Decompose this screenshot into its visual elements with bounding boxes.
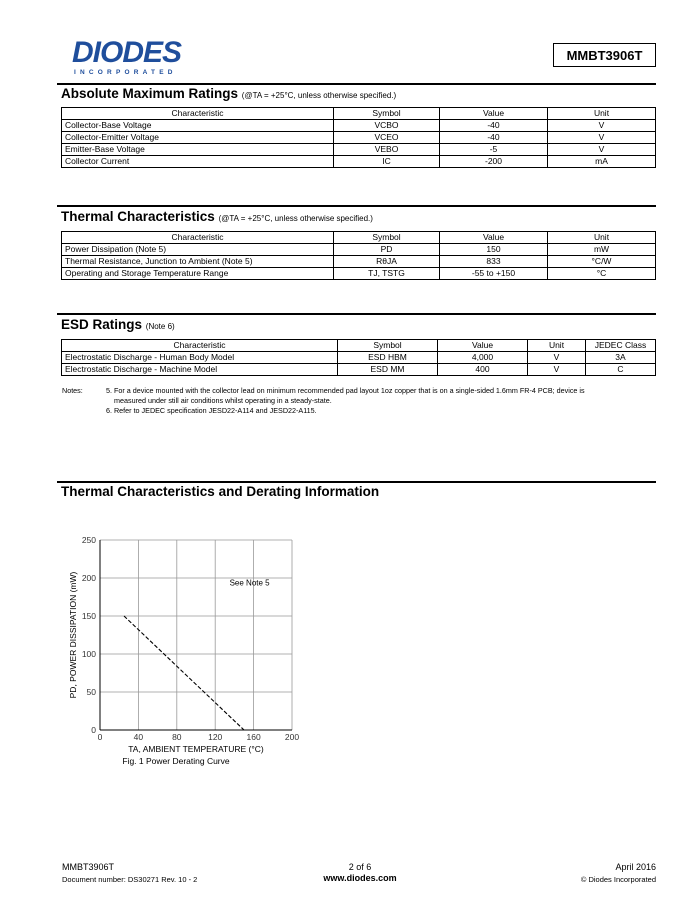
cell: C xyxy=(586,364,656,376)
footer-page: 2 of 6 xyxy=(348,862,372,872)
col-header: Symbol xyxy=(334,108,440,120)
esd-table xyxy=(61,339,656,376)
cell: Electrostatic Discharge - Machine Model xyxy=(62,364,338,376)
derating-title: Thermal Characteristics and Derating Information xyxy=(61,484,380,499)
cell: -40 xyxy=(440,120,548,132)
table-header-row xyxy=(62,340,656,352)
cell: 833 xyxy=(440,256,548,268)
x-tick-label: 120 xyxy=(208,732,223,742)
footer-date: April 2016 xyxy=(615,862,656,872)
thermal-table xyxy=(61,231,656,280)
cell: -5 xyxy=(440,144,548,156)
section-rule xyxy=(57,481,656,483)
abs-max-table xyxy=(61,107,656,168)
cell: VCBO xyxy=(334,120,440,132)
col-header: Value xyxy=(438,340,528,352)
y-tick-label: 50 xyxy=(86,687,96,697)
table-row xyxy=(62,132,656,144)
y-tick-label: 100 xyxy=(81,649,96,659)
cell: ESD MM xyxy=(338,364,438,376)
table-row xyxy=(62,352,656,364)
cell: °C/W xyxy=(548,256,656,268)
table-row xyxy=(62,256,656,268)
footer-copyright: © Diodes Incorporated xyxy=(580,875,656,884)
y-axis-label: PD, POWER DISSIPATION (mW) xyxy=(68,571,78,699)
cell: Collector-Base Voltage xyxy=(62,120,334,132)
cell: Power Dissipation (Note 5) xyxy=(62,244,334,256)
col-header: Unit xyxy=(548,232,656,244)
cell: TJ, TSTG xyxy=(334,268,440,280)
footer-part: MMBT3906T xyxy=(62,862,115,872)
cell: VEBO xyxy=(334,144,440,156)
col-header: JEDEC Class xyxy=(586,340,656,352)
cell: V xyxy=(548,120,656,132)
col-header: Value xyxy=(440,232,548,244)
footer-url[interactable]: www.diodes.com xyxy=(323,873,397,883)
cell: Thermal Resistance, Junction to Ambient (Note 5) xyxy=(62,256,334,268)
section-rule xyxy=(57,83,656,85)
esd-condition: (Note 6) xyxy=(145,322,175,331)
esd-title xyxy=(61,317,175,332)
y-tick-label: 0 xyxy=(91,725,96,735)
abs-max-condition: (@TA = +25°C, unless otherwise specified.) xyxy=(241,91,397,100)
cell: RθJA xyxy=(334,256,440,268)
cell: V xyxy=(548,132,656,144)
y-tick-label: 200 xyxy=(81,573,96,583)
x-tick-label: 80 xyxy=(172,732,182,742)
logo-subtext: INCORPORATED xyxy=(74,69,177,76)
power-derating-chart xyxy=(60,530,310,775)
note-6: 6. Refer to JEDEC specification JESD22-A114 and JESD22-A115. xyxy=(106,406,317,415)
table-header-row xyxy=(62,108,656,120)
col-header: Characteristic xyxy=(62,340,338,352)
cell: 150 xyxy=(440,244,548,256)
x-axis-label: TA, AMBIENT TEMPERATURE (°C) xyxy=(128,744,264,754)
col-header: Unit xyxy=(548,108,656,120)
cell: 4,000 xyxy=(438,352,528,364)
thermal-condition: (@TA = +25°C, unless otherwise specified.) xyxy=(218,214,373,223)
table-row xyxy=(62,144,656,156)
col-header: Unit xyxy=(528,340,586,352)
note-5-cont: measured under still air conditions whilst operating in a steady-state. xyxy=(114,396,332,405)
derating-line xyxy=(124,616,244,730)
cell: Collector-Emitter Voltage xyxy=(62,132,334,144)
y-tick-label: 250 xyxy=(81,535,96,545)
notes-label: Notes: xyxy=(62,386,83,395)
x-tick-label: 200 xyxy=(284,732,300,742)
col-header: Characteristic xyxy=(62,108,334,120)
cell: 3A xyxy=(586,352,656,364)
annotation-label: See Note 5 xyxy=(229,578,270,588)
cell: Operating and Storage Temperature Range xyxy=(62,268,334,280)
cell: 400 xyxy=(438,364,528,376)
cell: -55 to +150 xyxy=(440,268,548,280)
cell: ESD HBM xyxy=(338,352,438,364)
cell: Emitter-Base Voltage xyxy=(62,144,334,156)
col-header: Symbol xyxy=(334,232,440,244)
cell: PD xyxy=(334,244,440,256)
table-row xyxy=(62,244,656,256)
table-row xyxy=(62,364,656,376)
diodes-logo xyxy=(72,36,196,80)
col-header: Characteristic xyxy=(62,232,334,244)
x-tick-label: 0 xyxy=(97,732,103,742)
thermal-title-text: Thermal Characteristics xyxy=(61,209,215,224)
esd-title-text: ESD Ratings xyxy=(61,317,143,332)
cell: mW xyxy=(548,244,656,256)
thermal-title xyxy=(61,209,373,224)
cell: °C xyxy=(548,268,656,280)
y-tick-label: 150 xyxy=(81,611,96,621)
part-number-box: MMBT3906T xyxy=(553,43,656,67)
x-tick-label: 160 xyxy=(246,732,261,742)
cell: -40 xyxy=(440,132,548,144)
cell: Electrostatic Discharge - Human Body Model xyxy=(62,352,338,364)
table-row xyxy=(62,268,656,280)
cell: -200 xyxy=(440,156,548,168)
col-header: Symbol xyxy=(338,340,438,352)
cell: mA xyxy=(548,156,656,168)
cell: V xyxy=(528,352,586,364)
cell: IC xyxy=(334,156,440,168)
abs-max-title xyxy=(61,86,396,101)
cell: VCEO xyxy=(334,132,440,144)
table-header-row xyxy=(62,232,656,244)
col-header: Value xyxy=(440,108,548,120)
x-tick-label: 40 xyxy=(133,732,144,742)
section-rule xyxy=(57,205,656,207)
cell: V xyxy=(548,144,656,156)
section-rule xyxy=(57,313,656,315)
footer-docnum: Document number: DS30271 Rev. 10 - 2 xyxy=(62,875,198,884)
cell: V xyxy=(528,364,586,376)
table-row xyxy=(62,120,656,132)
abs-max-title-text: Absolute Maximum Ratings xyxy=(61,86,239,101)
cell: Collector Current xyxy=(62,156,334,168)
logo-text: DIODES xyxy=(72,36,182,69)
chart-caption: Fig. 1 Power Derating Curve xyxy=(122,756,230,766)
note-5: 5. For a device mounted with the collector lead on minimum recommended pad layout 1oz copper that is on a single-sided 1.6mm FR-4 PCB; device is xyxy=(106,386,585,395)
table-row xyxy=(62,156,656,168)
